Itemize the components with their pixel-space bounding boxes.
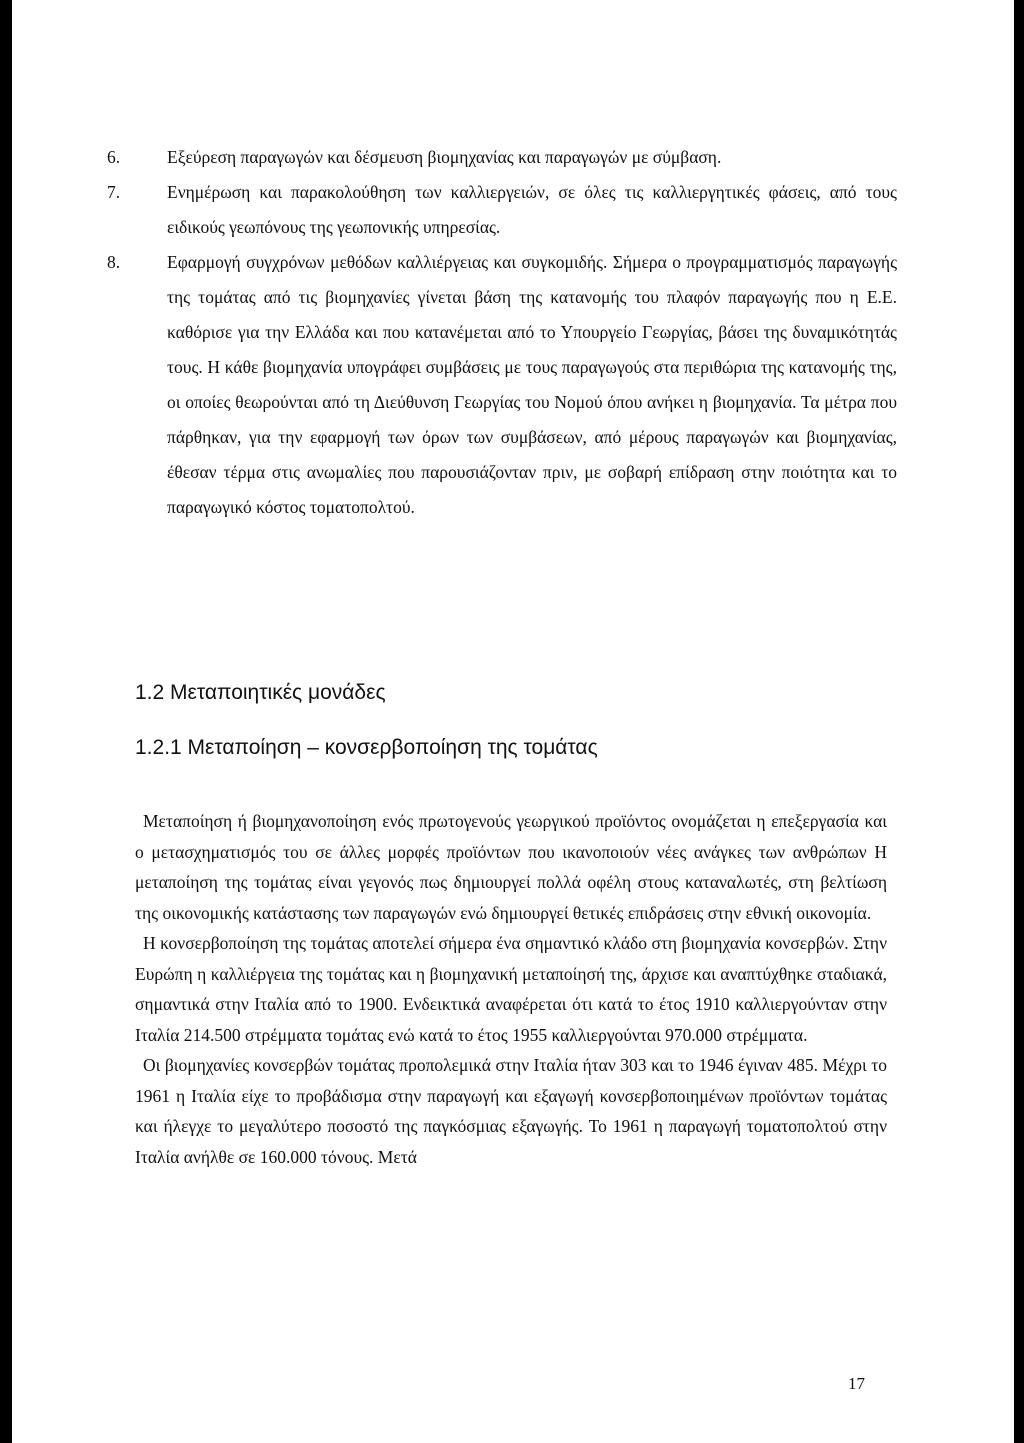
paragraph: Η κονσερβοποίηση της τομάτας αποτελεί σήμερα ένα σημαντικό κλάδο στη βιομηχανία κονσερβών. Στην Ευρώπη η καλλιέργεια της τομάτας και η βιομηχανική μεταποίησή της, άρχισε και αναπτύχθηκε σταδιακά, σημαντικά στην Ιταλία από το 1900. Ενδεικτικά αναφέρεται ότι κατά το έτος 1910 καλλιεργούνταν στην Ιταλία 214.500 στρέμματα τομάτας ενώ κατά το έτος 1955 καλλιεργούνται 970.000 στρέμματα. xyxy=(135,933,887,1045)
list-item-number: 8. xyxy=(107,252,121,272)
subsection-heading: 1.2.1 Μεταποίηση – κονσερβοποίηση της τομάτας xyxy=(135,736,598,759)
list-item-text: Εξεύρεση παραγωγών και δέσμευση βιομηχανίας και παραγωγών με σύμβαση. xyxy=(167,147,722,167)
body-text xyxy=(135,806,887,1172)
list-item xyxy=(107,140,897,175)
document-page xyxy=(12,0,1014,1443)
list-item xyxy=(107,175,897,245)
section-heading: 1.2 Μεταποιητικές μονάδες xyxy=(135,681,386,704)
paragraph: Μεταποίηση ή βιομηχανοποίηση ενός πρωτογενούς γεωργικού προϊόντος ονομάζεται η επεξεργασία και ο μετασχηματισμός του σε άλλες μορφές προϊόντων που ικανοποιούν νέες ανάγκες των ανθρώπων Η μεταποίηση της τομάτας είναι γεγονός πως δημιουργεί πολλά οφέλη στους καταναλωτές, στη βελτίωση της οικονομικής κατάστασης των παραγωγών ενώ δημιουργεί θετικές επιδράσεις στην εθνική οικονομία. xyxy=(135,811,887,923)
numbered-list xyxy=(107,140,897,525)
list-item-number: 7. xyxy=(107,182,121,202)
list-item-text: Ενημέρωση και παρακολούθηση των καλλιεργειών, σε όλες τις καλλιεργητικές φάσεις, από τους ειδικούς γεωπόνους της γεωπονικής υπηρεσίας. xyxy=(167,182,897,237)
list-item-text: Εφαρμογή συγχρόνων μεθόδων καλλιέργειας και συγκομιδής. Σήμερα ο προγραμματισμός παραγωγής της τομάτας από τις βιομηχανίες γίνεται βάση της κατανομής του πλαφόν παραγωγής που η Ε.Ε. καθόρισε για την Ελλάδα και που κατανέμεται από το Υπουργείο Γεωργίας, βάσει της δυναμικότητάς τους. Η κάθε βιομηχανία υπογράφει συμβάσεις με τους παραγωγούς στα περιθώρια της κατανομής της, οι οποίες θεωρούνται από τη Διεύθυνση Γεωργίας του Νομού όπου ανήκει η βιομηχανία. Τα μέτρα που πάρθηκαν, για την εφαρμογή των όρων των συμβάσεων, από μέρους παραγωγών και βιομηχανίας, έθεσαν τέρμα στις ανωμαλίες που παρουσιάζονταν πριν, με σοβαρή επίδραση στην ποιότητα και το παραγωγικό κόστος τοματοπολτού. xyxy=(167,252,897,517)
paragraph: Οι βιομηχανίες κονσερβών τομάτας προπολεμικά στην Ιταλία ήταν 303 και το 1946 έγιναν 485. Μέχρι το 1961 η Ιταλία είχε το προβάδισμα στην παραγωγή και εξαγωγή κονσερβοποιημένων προϊόντων τομάτας και ήλεγχε το μεγαλύτερο ποσοστό της παγκόσμιας εξαγωγής. Το 1961 η παραγωγή τοματοπολτού στην Ιταλία ανήλθε σε 160.000 τόνους. Μετά xyxy=(135,1055,887,1167)
list-item-number: 6. xyxy=(107,147,121,167)
list-item xyxy=(107,245,897,525)
page-number: 17 xyxy=(848,1374,865,1393)
